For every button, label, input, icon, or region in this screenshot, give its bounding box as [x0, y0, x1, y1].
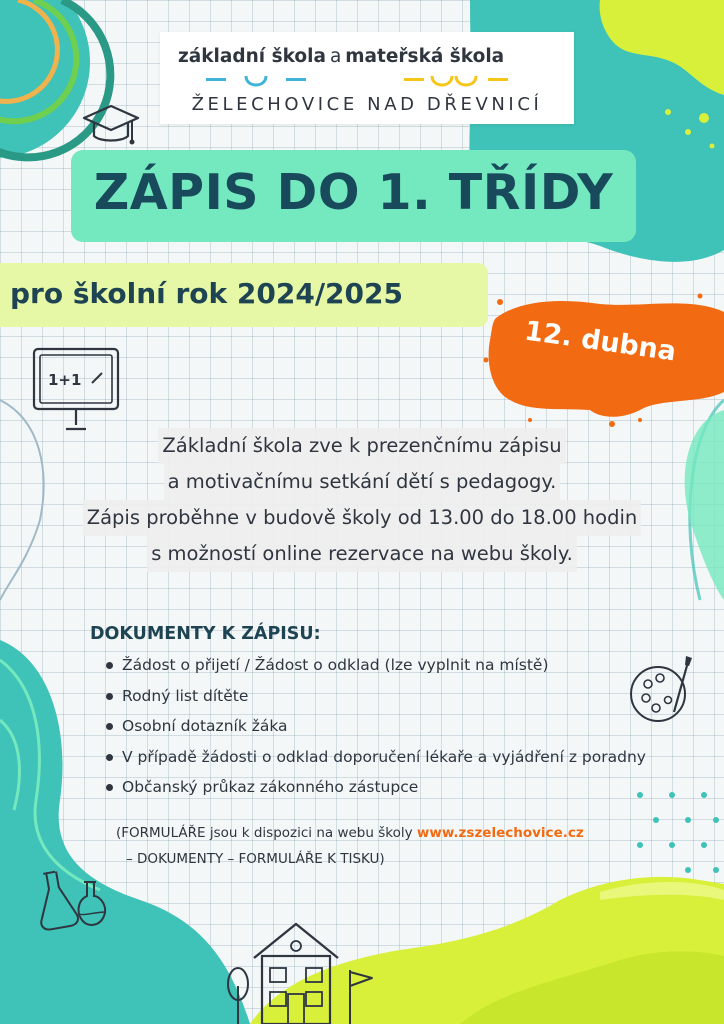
- school-logo: [160, 32, 574, 124]
- school-year-subtitle: pro školní rok 2024/2025: [10, 277, 403, 310]
- list-item: [104, 774, 646, 805]
- note-line2: – DOKUMENTY – FORMULÁŘE K TISKU): [126, 851, 385, 867]
- subtitle-banner: [0, 263, 488, 327]
- date-badge: [488, 290, 724, 420]
- logo-part-kindergarten: mateřská škola: [345, 46, 505, 67]
- logo-part-basic-school: základní škola: [178, 46, 326, 67]
- list-item: [104, 683, 646, 714]
- graduation-cap-icon: [80, 100, 142, 156]
- logo-location: ŽELECHOVICE NAD DŘEVNICÍ: [191, 94, 543, 115]
- intro-line: a motivačnímu setkání dětí s pedagogy.: [164, 464, 561, 500]
- intro-line: Zápis proběhne v budově školy od 13.00 do 18.00 hodin: [83, 500, 642, 536]
- list-item-text: Osobní dotazník žáka: [122, 717, 288, 735]
- circle-top-left: [0, 0, 90, 158]
- school-building-icon: [248, 918, 344, 1024]
- date-badge-text: 12. dubna: [522, 315, 678, 368]
- list-item-text: Žádost o přijetí / Žádost o odklad (lze vyplnit na místě): [122, 656, 549, 674]
- list-item-text: Rodný list dítěte: [122, 686, 249, 705]
- intro-text: [0, 428, 724, 572]
- bullet-icon: [106, 693, 113, 700]
- intro-line: Základní škola zve k prezenčnímu zápisu: [158, 428, 565, 464]
- list-item-text: V případě žádosti o odklad doporučení lékaře a vyjádření z poradny: [122, 747, 646, 766]
- list-item: [104, 652, 646, 683]
- page-title: ZÁPIS DO 1. TŘÍDY: [93, 164, 614, 221]
- list-item: [104, 744, 646, 775]
- lab-flasks-icon: [34, 866, 110, 938]
- documents-heading: DOKUMENTY K ZÁPISU:: [90, 624, 321, 644]
- bullet-icon: [106, 723, 113, 730]
- school-website-link[interactable]: www.zszelechovice.cz: [416, 825, 584, 841]
- bullet-icon: [106, 784, 113, 791]
- bullet-icon: [106, 662, 113, 669]
- bullet-icon: [106, 754, 113, 761]
- blackboard-1+1-icon: [30, 345, 126, 435]
- intro-line: s možností online rezervace na webu školy.: [147, 536, 577, 572]
- tree-icon: [224, 966, 252, 1024]
- logo-school-name: [178, 46, 504, 67]
- list-item: [104, 713, 646, 744]
- dots-pattern: [637, 792, 719, 873]
- documents-list: [104, 652, 646, 805]
- logo-connector: a: [329, 46, 342, 67]
- flag-icon: [342, 966, 382, 1024]
- board-text: 1+1: [48, 371, 82, 389]
- forms-note: [116, 820, 584, 872]
- note-prefix: (FORMULÁŘE jsou k dispozici na webu školy: [116, 825, 417, 841]
- title-banner: [71, 150, 636, 242]
- logo-marks: [198, 74, 558, 94]
- list-item-text: Občanský průkaz zákonného zástupce: [122, 778, 419, 796]
